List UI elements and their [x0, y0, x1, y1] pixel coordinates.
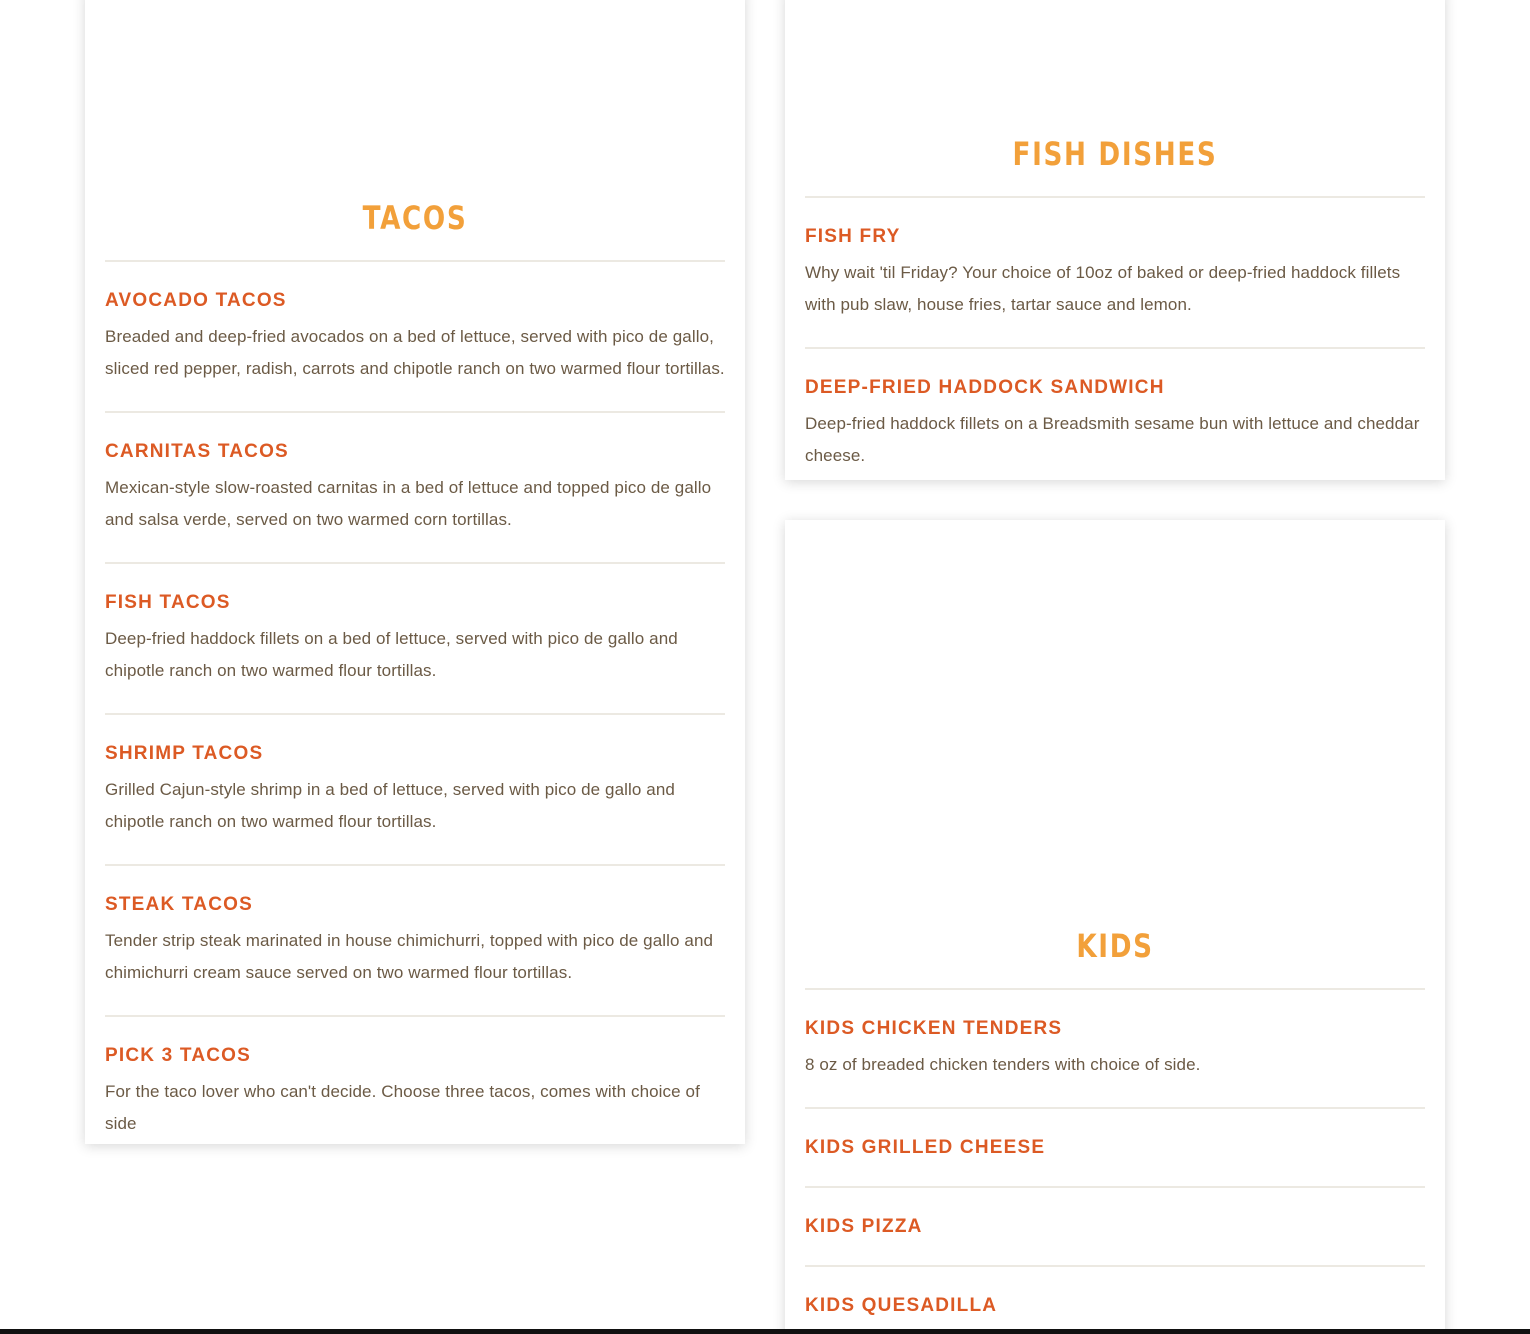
menu-item	[805, 1188, 1425, 1265]
menu-item	[805, 349, 1425, 498]
menu-item	[805, 990, 1425, 1107]
item-name: KIDS CHICKEN TENDERS	[805, 1018, 1063, 1039]
menu-item	[805, 1109, 1425, 1186]
item-description: Breaded and deep-fried avocados on a bed of lettuce, served with pico de gallo, sliced red pepper, radish, carrots and chipotle ranch on two warmed flour tortillas.	[105, 327, 725, 378]
menu-item	[105, 1017, 725, 1166]
item-name: CARNITAS TACOS	[105, 441, 289, 462]
tacos-menu-card	[85, 0, 745, 1144]
item-name: STEAK TACOS	[105, 894, 253, 915]
fish-dishes-section-title: FISH DISHES	[1012, 135, 1218, 173]
menu-item	[105, 413, 725, 562]
menu-item	[105, 715, 725, 864]
item-name: FISH FRY	[805, 226, 901, 247]
tacos-section-title: TACOS	[362, 199, 468, 237]
fish-dishes-menu-card	[785, 0, 1445, 480]
kids-section-title: KIDS	[1076, 927, 1154, 965]
item-name: KIDS GRILLED CHEESE	[805, 1137, 1046, 1158]
menu-item	[805, 1267, 1425, 1334]
item-name: KIDS PIZZA	[805, 1216, 923, 1237]
menu-item	[105, 262, 725, 411]
item-description: Grilled Cajun-style shrimp in a bed of lettuce, served with pico de gallo and chipotle ranch on two warmed flour tortillas.	[105, 780, 675, 831]
menu-item	[105, 564, 725, 713]
item-name: AVOCADO TACOS	[105, 290, 287, 311]
item-description: Why wait 'til Friday? Your choice of 10oz of baked or deep-fried haddock fillets with pub slaw, house fries, tartar sauce and lemon.	[805, 263, 1401, 314]
item-description: Deep-fried haddock fillets on a bed of lettuce, served with pico de gallo and chipotle ranch on two warmed flour tortillas.	[105, 629, 678, 680]
menu-item	[105, 866, 725, 1015]
menu-item	[805, 198, 1425, 347]
item-name: SHRIMP TACOS	[105, 743, 264, 764]
item-description: Mexican-style slow-roasted carnitas in a bed of lettuce and topped pico de gallo and salsa verde, served on two warmed corn tortillas.	[105, 478, 712, 529]
item-description: For the taco lover who can't decide. Choose three tacos, comes with choice of side	[105, 1082, 700, 1133]
item-name: FISH TACOS	[105, 592, 231, 613]
bottom-edge-bar	[0, 1329, 1530, 1334]
item-name: PICK 3 TACOS	[105, 1045, 252, 1066]
item-name: DEEP-FRIED HADDOCK SANDWICH	[805, 377, 1165, 398]
item-description: Tender strip steak marinated in house chimichurri, topped with pico de gallo and chimichurri cream sauce served on two warmed flour tortillas.	[105, 931, 714, 982]
item-description: 8 oz of breaded chicken tenders with choice of side.	[805, 1055, 1201, 1074]
item-name: KIDS QUESADILLA	[805, 1295, 998, 1316]
kids-menu-card	[785, 520, 1445, 1334]
item-description: Deep-fried haddock fillets on a Breadsmith sesame bun with lettuce and cheddar cheese.	[805, 414, 1420, 465]
